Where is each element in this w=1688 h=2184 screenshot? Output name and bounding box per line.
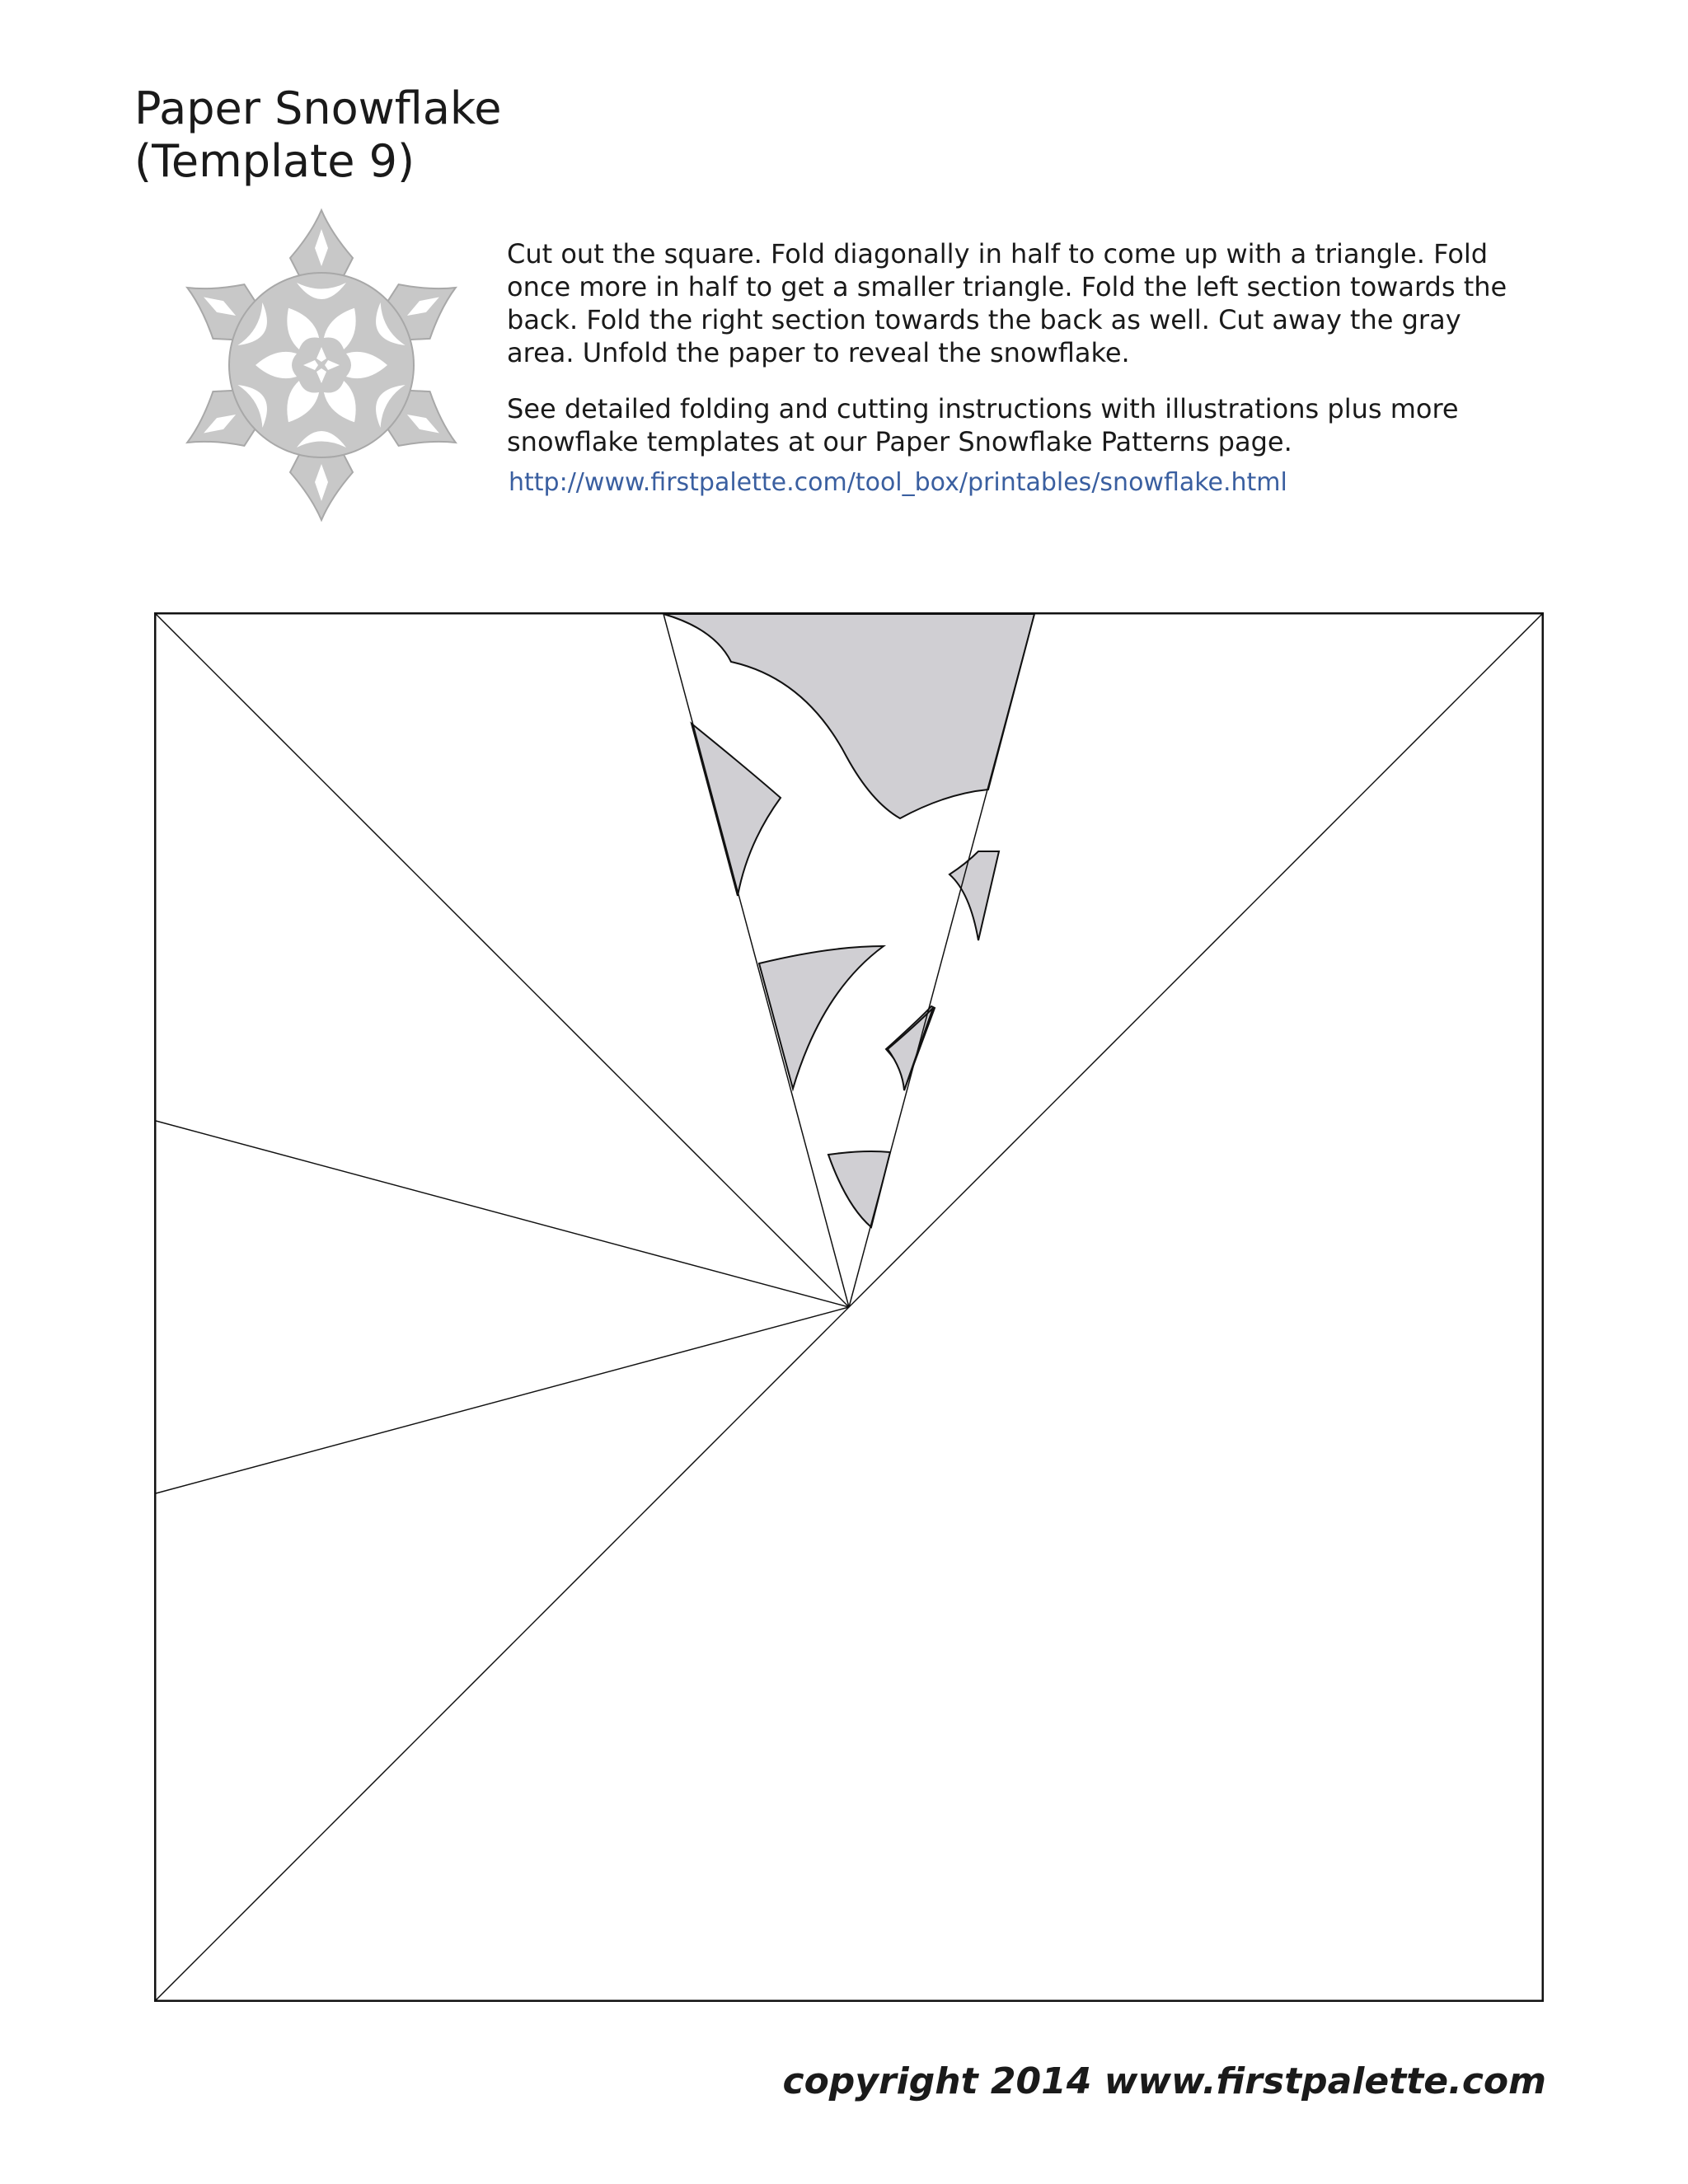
instructions-paragraph-2: See detailed folding and cutting instructions with illustrations plus more snowflake templates at our Paper Snowflake Patterns page. [507,393,1459,457]
snowflake-preview-image [181,208,462,523]
instructions [507,237,1529,481]
snowflake-patterns-link[interactable]: http://www.firstpalette.com/tool_box/printables/snowflake.html [509,468,1287,497]
page-title [134,82,501,188]
title-line-2: (Template 9) [134,135,415,187]
copyright-footer: copyright 2014 www.firstpalette.com [782,2060,1546,2102]
snowflake-template [154,612,1544,2002]
instructions-paragraph-1: Cut out the square. Fold diagonally in half to come up with a triangle. Fold once more in half to get a smaller triangle. Fold the left section towards the back. Fold the right section towards the back as well. Cut away the gray area. Unfold the paper to reveal the snowflake. [507,238,1507,368]
title-line-1: Paper Snowflake [134,82,502,134]
